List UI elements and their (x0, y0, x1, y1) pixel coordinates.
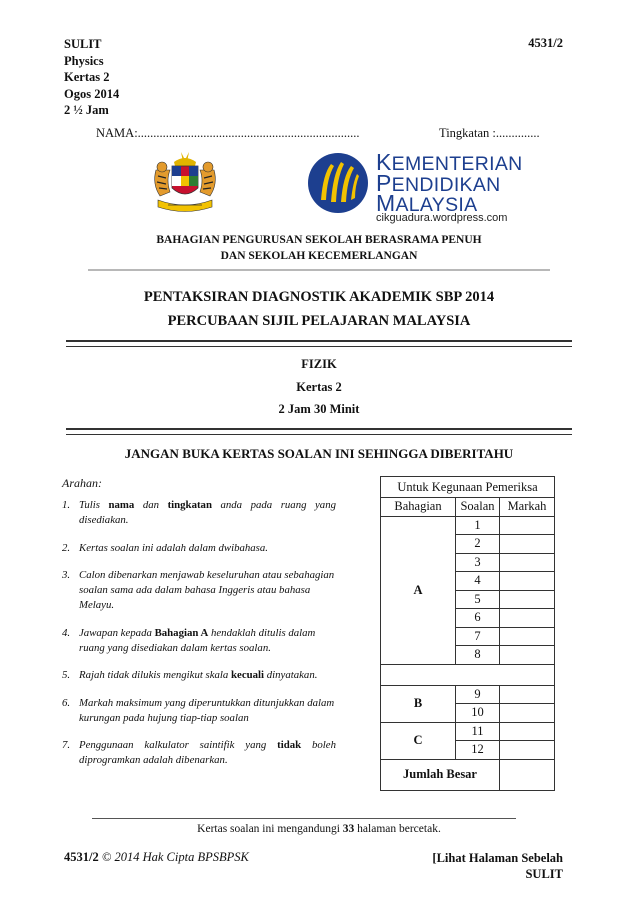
arahan-title: Arahan: (62, 476, 102, 490)
malaysia-coat-of-arms-icon (148, 150, 222, 218)
question-number: 5 (456, 590, 500, 609)
kpm-logo-icon (307, 152, 369, 214)
spacer-row (381, 664, 555, 685)
header-code: 4531/2 (528, 36, 563, 50)
footer-right (432, 850, 563, 882)
list-item: 7. Penggunaan kalkulator saintifik yang tidak boleh diprogramkan adalah dibenarkan. (62, 739, 336, 766)
double-rule-bottom (66, 428, 572, 435)
question-number: 1 (456, 516, 500, 535)
arahan-list (62, 498, 336, 781)
warning-text: JANGAN BUKA KERTAS SOALAN INI SEHINGGA DIBERITAHU (124, 446, 514, 461)
section-b-cell: B (381, 685, 456, 722)
exam-title: PENTAKSIRAN DIAGNOSTIK AKADEMIK SBP 2014 (143, 289, 495, 305)
question-number: 9 (456, 685, 500, 704)
table-row (381, 664, 555, 685)
section-c-cell: C (381, 722, 456, 759)
column-header: Bahagian (381, 498, 456, 517)
question-number: 11 (456, 722, 500, 741)
table-row (381, 759, 555, 790)
mark-cell[interactable] (500, 590, 555, 609)
mark-cell[interactable] (500, 609, 555, 628)
question-number: 2 (456, 535, 500, 554)
mark-cell[interactable] (500, 646, 555, 665)
question-number: 12 (456, 741, 500, 760)
table-row (381, 516, 555, 535)
header-date: Ogos 2014 (64, 86, 120, 101)
mark-cell[interactable] (500, 516, 555, 535)
column-header: Markah (500, 498, 555, 517)
question-number: 4 (456, 572, 500, 591)
list-item: 3. Calon dibenarkan menjawab keseluruhan atau sebahagian soalan sama ada dalam bahasa Inggeris atau bahasa Melayu. (62, 569, 335, 611)
section-a-cell: A (381, 516, 456, 664)
examiner-table (380, 476, 555, 791)
mark-cell[interactable] (500, 722, 555, 741)
page-count-note: Kertas soalan ini mengandungi 33 halaman bercetak. (197, 823, 441, 835)
mark-cell[interactable] (500, 685, 555, 704)
question-number: 7 (456, 627, 500, 646)
question-number: 6 (456, 609, 500, 628)
mark-cell[interactable] (500, 535, 555, 554)
question-number: 3 (456, 553, 500, 572)
duration-text: 2 Jam 30 Minit (278, 402, 360, 416)
divider (88, 269, 550, 271)
question-number: 8 (456, 646, 500, 665)
mark-cell[interactable] (500, 627, 555, 646)
mark-cell[interactable] (500, 741, 555, 760)
list-item: 4. Jawapan kepada Bahagian A hendaklah ditulis dalam ruang yang disediakan dalam kertas soalan. (62, 626, 316, 654)
bahagian-heading: BAHAGIAN PENGURUSAN SEKOLAH BERASRAMA PENUH DAN SEKOLAH KECEMERLANGAN (156, 234, 482, 262)
column-header: Soalan (456, 498, 500, 517)
mark-cell[interactable] (500, 704, 555, 723)
header-info (64, 36, 119, 119)
mark-cell[interactable] (500, 572, 555, 591)
list-item: 6. Markah maksimum yang diperuntukkan ditunjukkan dalam kurungan pada hujung tiap-tiap soalan (62, 696, 335, 724)
list-item: 2. Kertas soalan ini adalah dalam dwibahasa. (62, 541, 268, 554)
footer-copyright: 4531/2 © 2014 Hak Cipta BPSBPSK (64, 850, 249, 864)
table-row (381, 498, 555, 517)
header-paper: Kertas 2 (64, 70, 110, 84)
exam-subtitle: PERCUBAAN SIJIL PELAJARAN MALAYSIA (167, 313, 471, 329)
mark-cell[interactable] (500, 553, 555, 572)
footer-sulit: SULIT (525, 867, 563, 881)
footer-divider (92, 818, 516, 819)
total-label: Jumlah Besar (381, 759, 500, 790)
table-row (381, 685, 555, 704)
nama-field[interactable]: NAMA:....................................................................... (96, 126, 360, 140)
header-subject: Physics (64, 53, 104, 68)
list-item: 1. Tulis nama dan tingkatan anda pada ruang yang disediakan. (62, 499, 336, 526)
subject-name: FIZIK (301, 357, 337, 371)
table-row (381, 722, 555, 741)
next-page-text: [Lihat Halaman Sebelah (432, 851, 563, 865)
paper-name: Kertas 2 (296, 380, 342, 394)
total-mark-cell[interactable] (500, 759, 555, 790)
table-row (381, 477, 555, 498)
header-sulit: SULIT (64, 37, 102, 51)
question-number: 10 (456, 704, 500, 723)
watermark-text: cikguadura.wordpress.com (376, 212, 508, 224)
list-item: 5. Rajah tidak dilukis mengikut skala kecuali dinyatakan. (62, 669, 318, 681)
examiner-table-title: Untuk Kegunaan Pemeriksa (381, 477, 555, 498)
double-rule-top (66, 340, 572, 347)
kpm-wordmark: KEMENTERIAN PENDIDIKAN MALAYSIA (376, 149, 523, 216)
header-duration: 2 ½ Jam (64, 103, 109, 117)
tingkatan-field[interactable]: Tingkatan :.............. (439, 126, 540, 140)
